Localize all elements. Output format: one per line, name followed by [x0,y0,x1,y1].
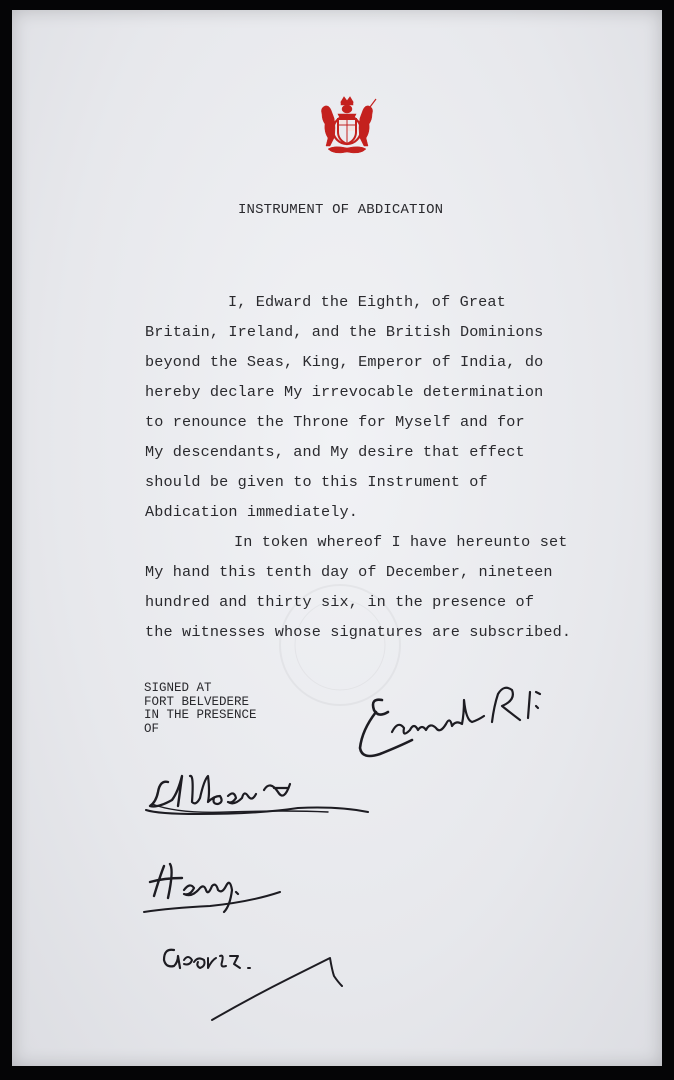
text-line: beyond the Seas, King, Emperor of India, do [145,353,544,371]
document-page [12,10,662,1066]
text-line: the witnesses whose signatures are subscribed. [145,623,572,641]
text-line: should be given to this Instrument of [145,473,488,491]
text-line: I, Edward the Eighth, of Great [228,293,506,311]
signature-henry [130,856,300,926]
text-line: hereby declare My irrevocable determination [145,383,544,401]
signed-at-block [144,682,257,736]
royal-crest-icon [314,94,380,160]
signature-edward-ri [352,670,582,770]
text-line: hundred and thirty six, in the presence of [145,593,535,611]
signature-albert [138,762,378,832]
text-line: Britain, Ireland, and the British Dominions [145,323,544,341]
signed-line: IN THE PRESENCE [144,708,257,722]
signed-line: SIGNED AT [144,681,212,695]
text-line: to renounce the Throne for Myself and for [145,413,525,431]
text-line: In token whereof I have hereunto set [234,533,568,551]
signature-george [150,938,370,1038]
text-line: My descendants, and My desire that effect [145,443,525,461]
text-line: Abdication immediately. [145,503,359,521]
document-title: INSTRUMENT OF ABDICATION [238,202,444,218]
text-line: My hand this tenth day of December, nineteen [145,563,553,581]
signed-line: FORT BELVEDERE [144,694,250,709]
signed-line: OF [144,721,160,736]
